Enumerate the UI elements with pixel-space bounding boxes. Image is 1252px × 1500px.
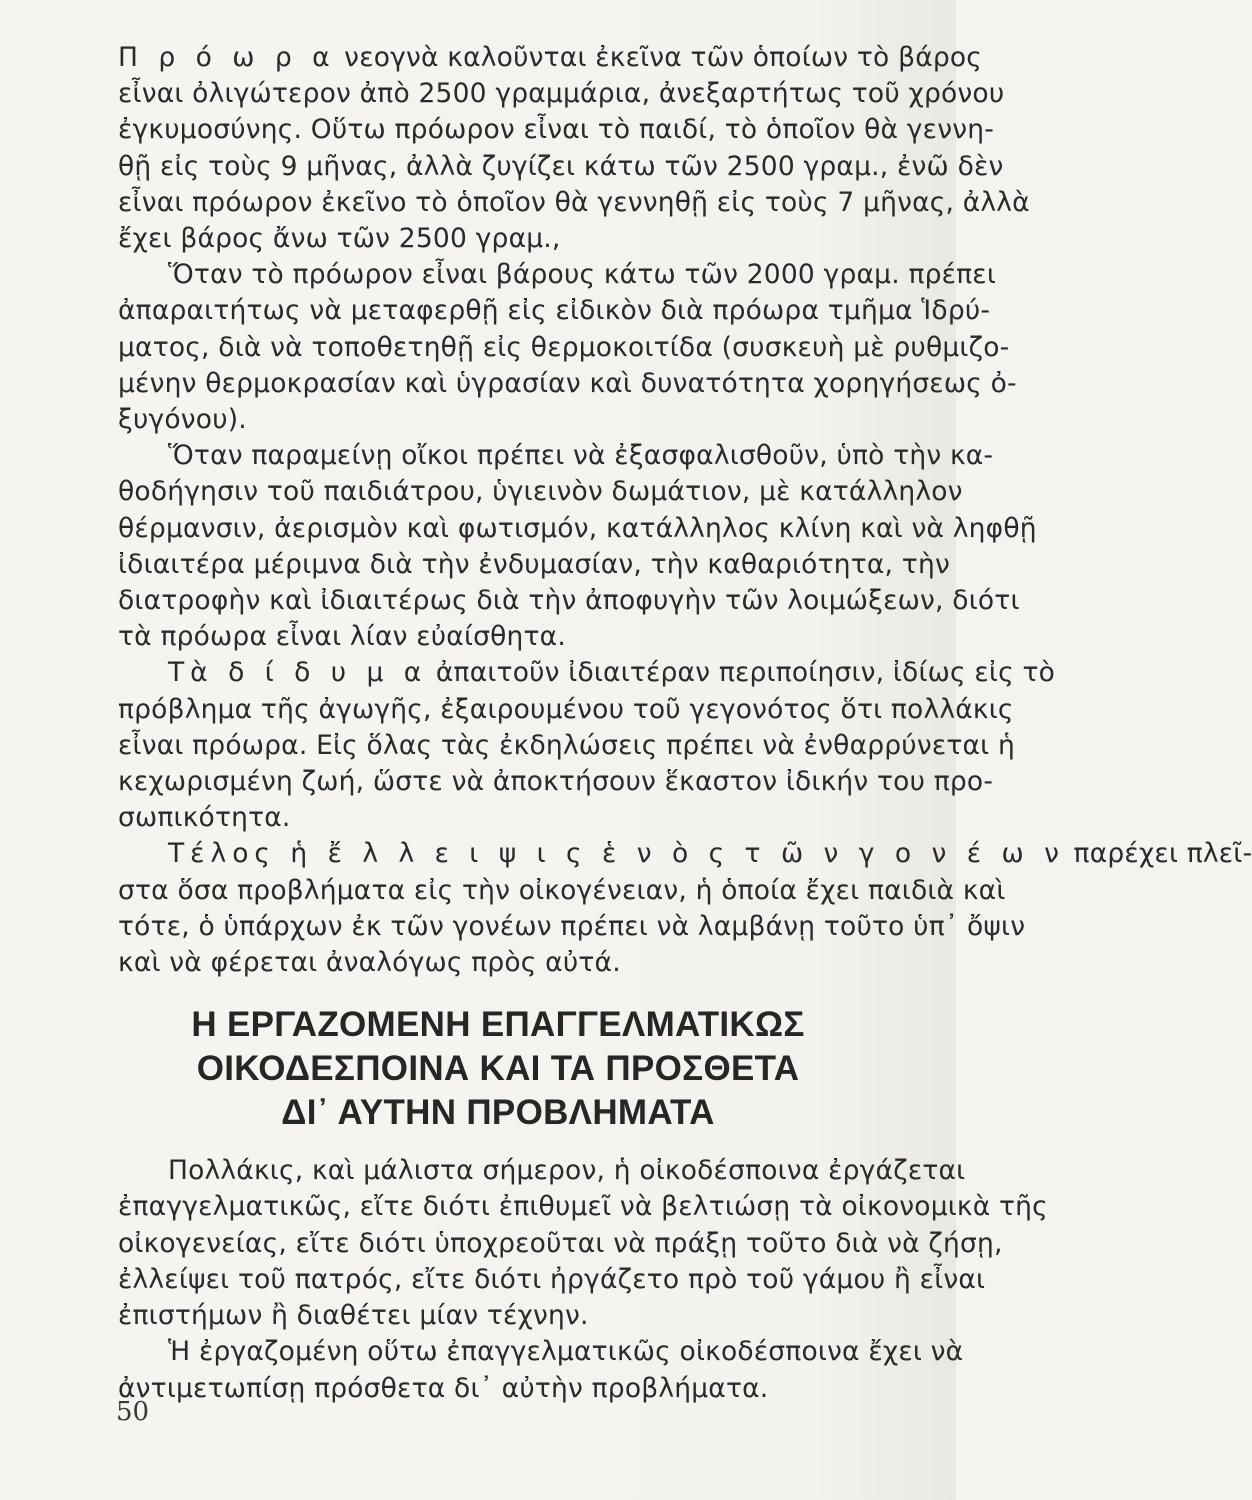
line-rest: ἀπαιτοῦν ἰδιαιτέραν περιποίησιν, ἰδίως εἰς τὸ	[427, 657, 1056, 689]
text-line: ἀπαραιτήτως νὰ μεταφερθῇ εἰς εἰδικὸν διὰ πρόωρα τμῆμα Ἱδρύ-	[118, 295, 991, 327]
text-line: θέρμανσιν, ἀερισμὸν καὶ φωτισμόν, κατάλληλος κλίνη καὶ νὰ ληφθῇ	[118, 512, 1037, 544]
text-line: πρόβλημα τῆς ἀγωγῆς, ἐξαιρουμένου τοῦ γεγονότος ὅτι πολλάκις	[118, 693, 1014, 725]
line-rest: νεογνὰ καλοῦνται ἐκεῖνα τῶν ὁποίων τὸ βάρος	[335, 42, 983, 73]
text-line: τότε, ὁ ὑπάρχων ἐκ τῶν γονέων πρέπει νὰ λαμβάνῃ τοῦτο ὑπ᾽ ὄψιν	[118, 910, 1026, 942]
page-body	[118, 40, 1252, 1407]
text-line: εἶναι πρόωρον ἐκεῖνο τὸ ὁποῖον θὰ γεννηθῇ εἰς τοὺς 7 μῆνας, ἀλλὰ	[118, 186, 1030, 218]
text-line: θῇ εἰς τοὺς 9 μῆνας, ἀλλὰ ζυγίζει κάτω τῶν 2500 γραμ., ἐνῶ δὲν	[118, 150, 1004, 182]
text-line: ξυγόνου).	[118, 404, 247, 436]
text-line: καὶ νὰ φέρεται ἀναλόγως πρὸς αὐτά.	[118, 947, 621, 979]
text-line: διατροφὴν καὶ ἰδιαιτέρως διὰ τὴν ἀποφυγὴν τῶν λοιμώξεων, διότι	[118, 585, 1020, 617]
text-line: μένην θερμοκρασίαν καὶ ὑγρασίαν καὶ δυνατότητα χορηγήσεως ὀ-	[118, 367, 1017, 399]
text-line: τὰ πρόωρα εἶναι λίαν εὐαίσθητα.	[118, 621, 566, 653]
text-line	[118, 836, 1252, 872]
page-number: 50	[116, 1397, 150, 1427]
spaced-emphasis: Τέλος ἡ ἔ λ λ ε ι ψ ι ς ἑ ν ὸ ς τ ῶ ν γ ο ν έ ω ν	[168, 838, 1065, 870]
text-line: ἐλλείψει τοῦ πατρός, εἴτε διότι ἠργάζετο πρὸ τοῦ γάμου ἢ εἶναι	[118, 1263, 986, 1295]
text-line: Ὅταν τὸ πρόωρον εἶναι βάρους κάτω τῶν 2000 γραμ. πρέπει	[168, 259, 996, 291]
text-line: ἀντιμετωπίσῃ πρόσθετα δι᾽ αὐτὴν προβλήματα.	[118, 1372, 769, 1404]
heading-line-2: ΟΙΚΟΔΕΣΠΟΙΝΑ ΚΑΙ ΤΑ ΠΡΟΣΘΕΤΑ	[196, 1049, 800, 1089]
text-line	[118, 40, 983, 76]
text-line: στα ὅσα προβλήματα εἰς τὴν οἰκογένειαν, ἡ ὁποία ἔχει παιδιὰ καὶ	[118, 874, 1006, 906]
bottom-paragraphs	[118, 1153, 1048, 1406]
section-heading	[118, 1003, 878, 1135]
text-line: ἐπιστήμων ἢ διαθέτει μίαν τέχνην.	[118, 1300, 589, 1332]
text-line: Ὅταν παραμείνῃ οἴκοι πρέπει νὰ ἐξασφαλισθοῦν, ὑπὸ τὴν κα-	[168, 440, 994, 472]
text-line: ἐγκυμοσύνης. Οὕτω πρόωρον εἶναι τὸ παιδί, τὸ ὁποῖον θὰ γεννη-	[118, 114, 994, 146]
text-line: εἶναι ὀλιγώτερον ἀπὸ 2500 γραμμάρια, ἀνεξαρτήτως τοῦ χρόνου	[118, 78, 1005, 110]
heading-line-1: Η ΕΡΓΑΖΟΜΕΝΗ ΕΠΑΓΓΕΛΜΑΤΙΚΩΣ	[191, 1005, 805, 1045]
spaced-emphasis: Π ρ ό ω ρ α	[118, 42, 336, 73]
text-line	[118, 655, 1056, 691]
text-line: ἐπαγγελματικῶς, εἴτε διότι ἐπιθυμεῖ νὰ βελτιώσῃ τὰ οἰκονομικὰ τῆς	[118, 1191, 1048, 1223]
text-line: οἰκογενείας, εἴτε διότι ὑποχρεοῦται νὰ πράξῃ τοῦτο διὰ νὰ ζήσῃ,	[118, 1227, 1003, 1259]
line-rest: παρέχει πλεῖ-	[1064, 838, 1252, 870]
heading-line-3: ΔΙ᾽ ΑΥΤΗΝ ΠΡΟΒΛΗΜΑΤΑ	[281, 1093, 715, 1133]
text-line: ματος, διὰ νὰ τοποθετηθῇ εἰς θερμοκοιτίδα (συσκευὴ μὲ ρυθμιζο-	[118, 331, 1010, 363]
text-line: εἶναι πρόωρα. Εἰς ὅλας τὰς ἐκδηλώσεις πρέπει νὰ ἐνθαρρύνεται ἡ	[118, 729, 1015, 761]
text-line: Ἡ ἐργαζομένη οὕτω ἐπαγγελματικῶς οἰκοδέσποινα ἔχει νὰ	[168, 1336, 964, 1368]
text-line: θοδήγησιν τοῦ παιδιάτρου, ὑγιεινὸν δωμάτιον, μὲ κατάλληλον	[118, 476, 963, 508]
spaced-emphasis: Τὰ δ ί δ υ μ α	[168, 657, 428, 689]
text-line: ἔχει βάρος ἄνω τῶν 2500 γραμ.,	[118, 223, 561, 255]
text-line: σωπικότητα.	[118, 802, 291, 834]
text-line: ἰδιαιτέρα μέριμνα διὰ τὴν ἐνδυμασίαν, τὴν καθαριότητα, τὴν	[118, 548, 950, 580]
text-line: Πολλάκις, καὶ μάλιστα σήμερον, ἡ οἰκοδέσποινα ἐργάζεται	[168, 1155, 966, 1187]
text-line: κεχωρισμένη ζωή, ὥστε νὰ ἀποκτήσουν ἕκαστον ἰδικήν του προ-	[118, 766, 994, 798]
top-paragraphs	[118, 40, 1252, 981]
